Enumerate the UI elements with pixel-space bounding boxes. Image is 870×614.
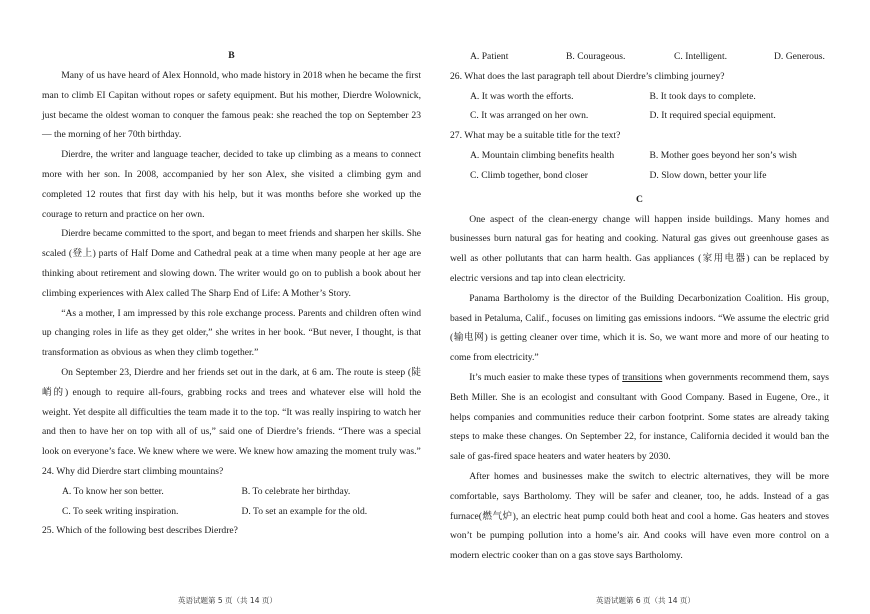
- left-page: [42, 0, 421, 541]
- question-24-stem: 24. Why did Dierdre start climbing mountains?: [42, 465, 224, 477]
- paragraph: On September 23, Dierdre and her friends set out in the dark, at 6 am. The route is steep (陡峭的) enough to require all-fours, grabbing rocks and trees and whatever else will hold the weight. Yet despite all difficulties the team made it to the top. “It was really inspiring to watch her and then to have her on top with all of us,” said one of Dierdre’s friends. “There was a special look on everyone’s face. We knew where we were. We knew how amazing the moment truly was.”: [42, 366, 421, 458]
- option-a: A. To know her son better.: [62, 485, 164, 497]
- section-title-c: C: [636, 193, 643, 205]
- page-footer-right: 英语试题第 6 页（共 14 页）: [596, 596, 695, 605]
- option-d: D. Generous.: [774, 51, 825, 62]
- text-run: when governments recommend them, says Beth Miller. She is an ecologist and consultant with Good Company. Based in Eugene, Ore., it helps companies and communities reduce their carbon footprint. Some states are already taking steps to make these changes. On September 22, for instance, California decided it would ban the sale of gas-fired space heaters and water heaters by 2030.: [450, 371, 830, 463]
- option-c: C. It was arranged on her own.: [470, 110, 589, 122]
- option-c: C. Climb together, bond closer: [470, 169, 588, 181]
- question-24-options: [42, 482, 421, 522]
- paragraph: One aspect of the clean-energy change will happen inside buildings. Many homes and businesses burn natural gas for heating and cooking. Natural gas gives out greenhouse gases as well as other pollutants that can harm health. Gas appliances (家用电器) can be replaced by electric versions and tap into clean electricity.: [450, 213, 829, 284]
- page-footer-left: 英语试题第 5 页（共 14 页）: [178, 596, 277, 605]
- option-a: A. Patient: [470, 51, 509, 62]
- option-b: B. It took days to complete.: [649, 90, 756, 102]
- option-b: B. Courageous.: [566, 51, 626, 62]
- option-b: B. Mother goes beyond her son’s wish: [649, 149, 797, 161]
- paragraph: Panama Bartholomy is the director of the Building Decarbonization Coalition. His group, based in Petaluma, Calif., focuses on limiting gas emissions indoors. “We assume the electric grid (输电网) is getting cleaner over time, which it is. So, we want more and more of our heating to come from electricity.”: [450, 292, 829, 364]
- question-26-options: [450, 87, 829, 127]
- question-27-stem: 27. What may be a suitable title for the text?: [450, 130, 621, 142]
- question-25-stem: 25. Which of the following best describes Dierdre?: [42, 525, 238, 537]
- question-25-options: [450, 47, 829, 67]
- option-c: C. Intelligent.: [674, 51, 728, 62]
- underlined-word: transitions: [622, 371, 663, 383]
- question-26-stem: 26. What does the last paragraph tell about Dierdre’s climbing journey?: [450, 70, 725, 82]
- option-a: A. It was worth the efforts.: [470, 90, 574, 102]
- right-page: [450, 0, 829, 566]
- paragraph: After homes and businesses make the switch to electric alternatives, they will be more comfortable, says Bartholomy. They will be safer and cleaner, too, he adds. Instead of a gas furnace(燃气炉), an electric heat pump could both heat and cool a home. Gas heaters and stoves won’t be pumping pollution into a home’s air. And cooks will have even more control on a modern electric cooker than on a gas stove says Bartholomy.: [450, 470, 829, 562]
- option-d: D. Slow down, better your life: [649, 169, 767, 181]
- paragraph: “As a mother, I am impressed by this role exchange process. Parents and children often wind up changing roles in life as they get older,” she writes in her book. “But never, I thought, is that transformation as obvious as when they climb together.”: [42, 307, 421, 359]
- option-d: D. To set an example for the old.: [241, 505, 368, 517]
- section-title-b: B: [228, 50, 235, 61]
- text-run: It’s much easier to make these types of: [469, 371, 623, 383]
- paragraph: Dierdre became committed to the sport, and began to meet friends and sharpen her skills. She scaled (登上) parts of Half Dome and Cathedral peak at a time when many people at her age are thinking about retirement and slowing down. The writer would go on to publish a book about her climbing experiences with Alex called The Sharp End of Life: A Mother’s Story.: [42, 228, 421, 299]
- option-c: C. To seek writing inspiration.: [62, 505, 179, 517]
- option-a: A. Mountain climbing benefits health: [470, 149, 615, 161]
- question-27-options: [450, 146, 829, 186]
- paragraph: Many of us have heard of Alex Honnold, who made history in 2018 when he became the first man to climb EI Capitan without ropes or safety equipment. But his mother, Dierdre Wolownick, just became the oldest woman to conquer the famous peak: she reached the top on September 23 — the morning of her 70th birthday.: [42, 70, 421, 141]
- option-d: D. It required special equipment.: [649, 110, 776, 122]
- paragraph: Dierdre, the writer and language teacher, decided to take up climbing as a means to connect more with her son. In 2008, accompanied by her son Alex, she visited a climbing gym and completed 12 routes that first day with his help, but it was months before she worked up the courage to return and practice on her own.: [42, 149, 421, 220]
- paragraph: [450, 368, 829, 467]
- option-b: B. To celebrate her birthday.: [241, 485, 351, 497]
